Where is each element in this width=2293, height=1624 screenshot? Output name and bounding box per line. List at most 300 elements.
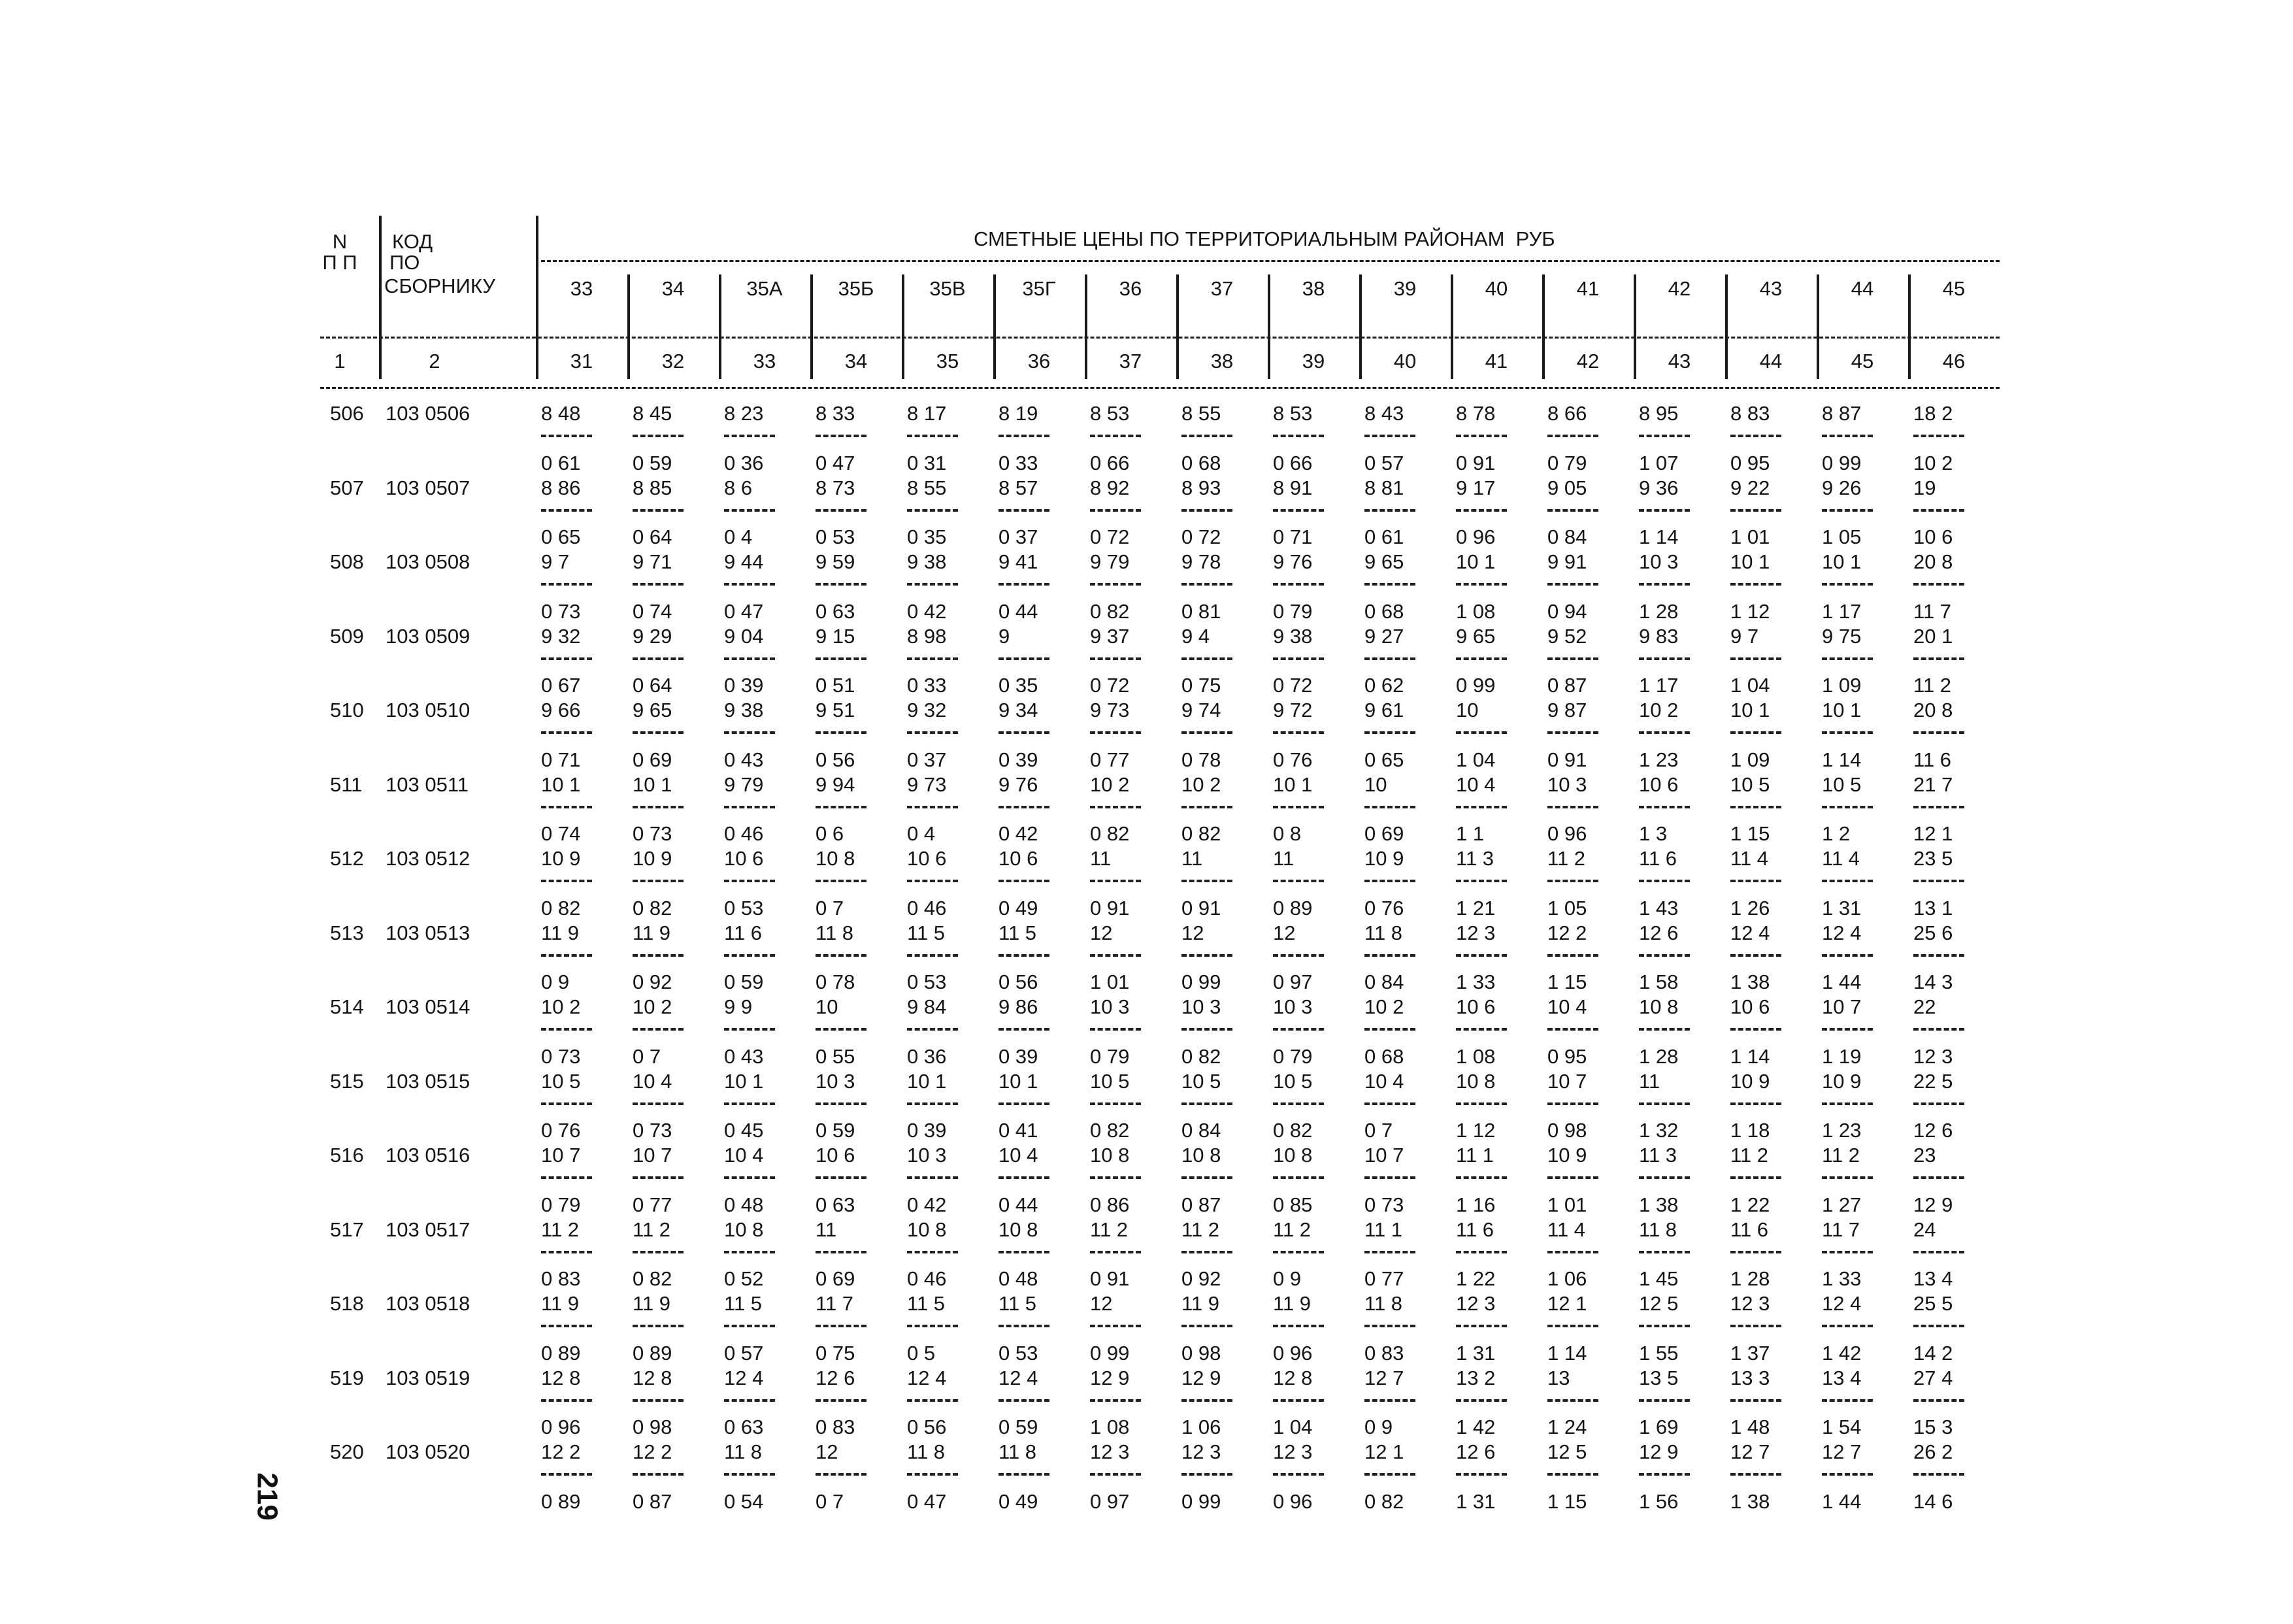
value-top: 11 8 bbox=[998, 1440, 1037, 1463]
fraction-rule bbox=[1913, 954, 1964, 957]
value-top: 13 4 bbox=[1822, 1366, 1862, 1389]
fraction-rule bbox=[1639, 1251, 1690, 1253]
value-top: 9 34 bbox=[998, 699, 1038, 721]
value-top: 11 2 bbox=[1822, 1144, 1860, 1167]
value-bottom: 0 85 bbox=[1273, 1193, 1313, 1216]
fraction-rule bbox=[998, 1102, 1049, 1105]
fraction-rule bbox=[724, 954, 775, 957]
value-bottom: 1 45 bbox=[1639, 1267, 1679, 1290]
fraction-rule bbox=[816, 1102, 866, 1105]
index-cell: 42 bbox=[1576, 350, 1600, 373]
value-top: 21 7 bbox=[1913, 772, 1953, 796]
value-bottom: 0 4 bbox=[907, 822, 936, 845]
fraction-rule bbox=[1639, 1325, 1690, 1327]
row-number: 518 bbox=[330, 1292, 364, 1315]
value-top: 10 1 bbox=[1456, 550, 1496, 573]
value-top: 10 5 bbox=[1822, 772, 1862, 796]
value-bottom: 0 96 bbox=[1273, 1489, 1313, 1513]
value-bottom: 0 59 bbox=[724, 970, 764, 993]
region-header: 40 bbox=[1485, 277, 1508, 300]
fraction-rule bbox=[998, 657, 1049, 660]
value-bottom: 1 38 bbox=[1730, 1489, 1770, 1513]
fraction-rule bbox=[998, 509, 1049, 512]
fraction-rule bbox=[1364, 1251, 1415, 1253]
fraction-rule bbox=[1822, 954, 1873, 957]
fraction-rule bbox=[1456, 435, 1507, 437]
value-top: 10 3 bbox=[1273, 995, 1313, 1018]
value-bottom: 1 58 bbox=[1639, 970, 1679, 993]
value-top: 10 4 bbox=[633, 1069, 672, 1093]
value-top: 9 79 bbox=[1090, 550, 1130, 573]
fraction-rule bbox=[1547, 731, 1598, 734]
value-bottom: 0 78 bbox=[816, 970, 855, 993]
fraction-rule bbox=[1547, 954, 1598, 957]
fraction-rule bbox=[1364, 1028, 1415, 1031]
fraction-rule bbox=[1913, 583, 1964, 586]
fraction-rule bbox=[1364, 1399, 1415, 1402]
fraction-rule bbox=[541, 880, 592, 882]
value-bottom: 0 65 bbox=[1364, 748, 1404, 771]
value-bottom: 1 44 bbox=[1822, 1489, 1862, 1513]
region-header: 38 bbox=[1302, 277, 1325, 300]
value-bottom: 0 53 bbox=[816, 525, 855, 548]
column-rule bbox=[1817, 274, 1819, 379]
value-top: 11 8 bbox=[1364, 1292, 1403, 1315]
fraction-rule bbox=[998, 583, 1049, 586]
index-cell: 36 bbox=[1027, 350, 1051, 373]
fraction-rule bbox=[1456, 657, 1507, 660]
value-top: 11 6 bbox=[724, 921, 763, 944]
value-top: 12 4 bbox=[1730, 921, 1770, 944]
value-top: 10 1 bbox=[907, 1069, 947, 1093]
fraction-rule bbox=[1730, 1325, 1781, 1327]
value-top: 9 59 bbox=[816, 550, 855, 573]
value-top: 11 8 bbox=[724, 1440, 763, 1463]
fraction-rule bbox=[998, 806, 1049, 808]
value-top: 10 6 bbox=[1730, 995, 1770, 1018]
value-top: 8 83 bbox=[1730, 402, 1770, 425]
value-top: 12 2 bbox=[633, 1440, 672, 1463]
column-rule bbox=[1725, 274, 1728, 379]
value-bottom: 0 96 bbox=[541, 1416, 581, 1438]
value-top: 10 3 bbox=[1090, 995, 1130, 1018]
fraction-rule bbox=[1181, 1102, 1232, 1105]
value-bottom: 0 99 bbox=[1181, 1489, 1221, 1513]
fraction-rule bbox=[1364, 1473, 1415, 1476]
fraction-rule bbox=[1090, 657, 1141, 660]
index-cell: 1 bbox=[334, 350, 346, 373]
value-bottom: 1 28 bbox=[1639, 1044, 1679, 1068]
value-top: 12 2 bbox=[541, 1440, 581, 1463]
fraction-rule bbox=[1913, 1176, 1964, 1179]
row-number: 510 bbox=[330, 699, 364, 721]
value-top: 11 5 bbox=[907, 921, 946, 944]
value-bottom: 0 59 bbox=[816, 1119, 855, 1142]
value-bottom: 0 54 bbox=[724, 1489, 764, 1513]
value-top: 10 5 bbox=[1090, 1069, 1130, 1093]
value-bottom: 0 76 bbox=[1364, 896, 1404, 920]
region-header: 35А bbox=[746, 277, 783, 300]
value-bottom: 0 39 bbox=[724, 674, 764, 697]
value-bottom: 1 07 bbox=[1639, 451, 1679, 474]
fraction-rule bbox=[1456, 731, 1507, 734]
value-bottom: 1 38 bbox=[1639, 1193, 1679, 1216]
value-top: 9 72 bbox=[1273, 699, 1313, 721]
fraction-rule bbox=[541, 954, 592, 957]
value-bottom: 0 91 bbox=[1090, 896, 1130, 920]
row-number: 516 bbox=[330, 1144, 364, 1167]
fraction-rule bbox=[1456, 1028, 1507, 1031]
index-cell: 38 bbox=[1210, 350, 1234, 373]
value-top: 10 9 bbox=[1822, 1069, 1862, 1093]
fraction-rule bbox=[1913, 806, 1964, 808]
value-top: 10 8 bbox=[1181, 1144, 1221, 1167]
value-bottom: 0 73 bbox=[633, 1119, 672, 1142]
value-bottom: 1 01 bbox=[1730, 525, 1770, 548]
fraction-rule bbox=[1547, 1325, 1598, 1327]
value-bottom: 1 31 bbox=[1456, 1341, 1496, 1365]
value-bottom: 0 87 bbox=[633, 1489, 672, 1513]
row-code: 103 0514 bbox=[386, 995, 470, 1018]
value-bottom: 0 73 bbox=[541, 1044, 581, 1068]
fraction-rule bbox=[998, 1473, 1049, 1476]
value-top: 10 4 bbox=[1364, 1069, 1404, 1093]
value-top: 11 bbox=[816, 1218, 837, 1241]
value-bottom: 0 62 bbox=[1364, 674, 1404, 697]
value-top: 9 83 bbox=[1639, 624, 1679, 648]
value-bottom: 0 52 bbox=[724, 1267, 764, 1290]
fraction-rule bbox=[816, 731, 866, 734]
value-bottom: 0 98 bbox=[1181, 1341, 1221, 1365]
value-bottom: 0 9 bbox=[541, 970, 570, 993]
row-code: 103 0506 bbox=[386, 402, 470, 425]
value-bottom: 1 33 bbox=[1822, 1267, 1862, 1290]
value-top: 11 7 bbox=[816, 1292, 854, 1315]
fraction-rule bbox=[1090, 1028, 1141, 1031]
fraction-rule bbox=[633, 583, 684, 586]
fraction-rule bbox=[998, 1399, 1049, 1402]
fraction-rule bbox=[1822, 1176, 1873, 1179]
fraction-rule bbox=[1181, 435, 1232, 437]
column-rule bbox=[1908, 274, 1911, 379]
fraction-rule bbox=[816, 1028, 866, 1031]
value-bottom: 0 73 bbox=[1364, 1193, 1404, 1216]
value-top: 12 1 bbox=[1547, 1292, 1587, 1315]
value-bottom: 0 36 bbox=[724, 451, 764, 474]
fraction-rule bbox=[724, 509, 775, 512]
value-bottom: 0 84 bbox=[1364, 970, 1404, 993]
value-top: 9 17 bbox=[1456, 476, 1496, 499]
region-header: 35Г bbox=[1022, 277, 1056, 300]
value-top: 11 9 bbox=[1181, 1292, 1220, 1315]
value-bottom: 0 61 bbox=[1364, 525, 1404, 548]
value-bottom: 1 42 bbox=[1822, 1341, 1862, 1365]
value-bottom: 0 79 bbox=[1547, 451, 1587, 474]
value-bottom: 0 73 bbox=[633, 822, 672, 845]
index-cell: 32 bbox=[661, 350, 685, 373]
value-top: 11 5 bbox=[998, 1292, 1037, 1315]
value-top: 10 6 bbox=[998, 847, 1038, 870]
fraction-rule bbox=[1639, 1399, 1690, 1402]
column-rule bbox=[719, 274, 721, 379]
value-top: 8 55 bbox=[907, 476, 947, 499]
row-code: 103 0515 bbox=[386, 1069, 470, 1093]
value-top: 10 bbox=[816, 995, 838, 1018]
fraction-rule bbox=[1822, 435, 1873, 437]
region-header: 34 bbox=[661, 277, 685, 300]
column-rule bbox=[1634, 274, 1636, 379]
fraction-rule bbox=[1273, 1473, 1324, 1476]
value-bottom: 0 63 bbox=[724, 1416, 764, 1438]
value-top: 19 bbox=[1913, 476, 1936, 499]
fraction-rule bbox=[1456, 1325, 1507, 1327]
fraction-rule bbox=[1273, 1251, 1324, 1253]
value-bottom: 10 6 bbox=[1913, 525, 1953, 548]
value-bottom: 0 39 bbox=[998, 1044, 1038, 1068]
value-top: 11 5 bbox=[998, 921, 1037, 944]
fraction-rule bbox=[633, 731, 684, 734]
value-bottom: 1 08 bbox=[1456, 599, 1496, 623]
value-top: 12 8 bbox=[1273, 1366, 1313, 1389]
fraction-rule bbox=[907, 1473, 958, 1476]
value-top: 10 4 bbox=[1456, 772, 1496, 796]
row-number: 511 bbox=[330, 772, 363, 796]
value-top: 13 5 bbox=[1639, 1366, 1679, 1389]
value-top: 12 3 bbox=[1456, 1292, 1496, 1315]
value-bottom: 0 48 bbox=[998, 1267, 1038, 1290]
fraction-rule bbox=[1273, 657, 1324, 660]
fraction-rule bbox=[1181, 1473, 1232, 1476]
value-bottom: 1 43 bbox=[1639, 896, 1679, 920]
fraction-rule bbox=[1090, 1399, 1141, 1402]
region-header: 44 bbox=[1851, 277, 1874, 300]
value-bottom: 0 68 bbox=[1364, 599, 1404, 623]
value-top: 8 33 bbox=[816, 402, 855, 425]
value-top: 10 3 bbox=[1639, 550, 1679, 573]
value-top: 9 73 bbox=[1090, 699, 1130, 721]
fraction-rule bbox=[1364, 880, 1415, 882]
fraction-rule bbox=[541, 1028, 592, 1031]
region-header: 45 bbox=[1942, 277, 1966, 300]
value-bottom: 0 74 bbox=[541, 822, 581, 845]
row-code: 103 0509 bbox=[386, 624, 470, 648]
fraction-rule bbox=[1456, 583, 1507, 586]
value-top: 10 6 bbox=[1456, 995, 1496, 1018]
value-top: 9 61 bbox=[1364, 699, 1404, 721]
value-bottom: 0 92 bbox=[1181, 1267, 1221, 1290]
fraction-rule bbox=[1090, 954, 1141, 957]
value-top: 11 6 bbox=[1730, 1218, 1769, 1241]
value-bottom: 0 82 bbox=[1090, 599, 1130, 623]
fraction-rule bbox=[1822, 1473, 1873, 1476]
value-top: 9 38 bbox=[1273, 624, 1313, 648]
value-bottom: 11 7 bbox=[1913, 599, 1952, 623]
fraction-rule bbox=[724, 657, 775, 660]
value-top: 26 2 bbox=[1913, 1440, 1953, 1463]
fraction-rule bbox=[1456, 509, 1507, 512]
value-bottom: 1 1 bbox=[1456, 822, 1485, 845]
value-top: 11 bbox=[1181, 847, 1203, 870]
value-top: 8 19 bbox=[998, 402, 1038, 425]
fraction-rule bbox=[1181, 1028, 1232, 1031]
value-bottom: 0 84 bbox=[1181, 1119, 1221, 1142]
value-bottom: 1 18 bbox=[1730, 1119, 1770, 1142]
fraction-rule bbox=[1547, 1473, 1598, 1476]
value-top: 10 2 bbox=[1181, 772, 1221, 796]
value-bottom: 11 2 bbox=[1913, 674, 1952, 697]
value-top: 8 93 bbox=[1181, 476, 1221, 499]
fraction-rule bbox=[1181, 731, 1232, 734]
fraction-rule bbox=[724, 1473, 775, 1476]
index-cell: 2 bbox=[429, 350, 440, 373]
value-top: 9 9 bbox=[724, 995, 753, 1018]
value-top: 11 9 bbox=[541, 921, 580, 944]
value-top: 9 71 bbox=[633, 550, 672, 573]
value-bottom: 12 3 bbox=[1913, 1044, 1953, 1068]
header-title-underline bbox=[541, 260, 2000, 262]
fraction-rule bbox=[1913, 1028, 1964, 1031]
fraction-rule bbox=[907, 954, 958, 957]
value-bottom: 1 26 bbox=[1730, 896, 1770, 920]
fraction-rule bbox=[1364, 954, 1415, 957]
value-bottom: 1 09 bbox=[1730, 748, 1770, 771]
value-bottom: 0 75 bbox=[816, 1341, 855, 1365]
value-top: 9 22 bbox=[1730, 476, 1770, 499]
value-bottom: 1 01 bbox=[1090, 970, 1130, 993]
value-top: 8 98 bbox=[907, 624, 947, 648]
value-top: 12 7 bbox=[1822, 1440, 1862, 1463]
fraction-rule bbox=[541, 509, 592, 512]
value-top: 13 bbox=[1547, 1366, 1570, 1389]
fraction-rule bbox=[1913, 1251, 1964, 1253]
fraction-rule bbox=[1181, 806, 1232, 808]
value-bottom: 0 47 bbox=[816, 451, 855, 474]
value-top: 12 9 bbox=[1090, 1366, 1130, 1389]
value-top: 23 bbox=[1913, 1144, 1936, 1167]
value-top: 8 57 bbox=[998, 476, 1038, 499]
column-rule bbox=[1268, 274, 1270, 379]
value-bottom: 0 56 bbox=[907, 1416, 947, 1438]
value-bottom: 0 74 bbox=[633, 599, 672, 623]
value-bottom: 0 42 bbox=[998, 822, 1038, 845]
fraction-rule bbox=[1547, 880, 1598, 882]
value-top: 10 3 bbox=[1181, 995, 1221, 1018]
value-bottom: 1 17 bbox=[1639, 674, 1679, 697]
value-top: 23 5 bbox=[1913, 847, 1953, 870]
value-top: 10 8 bbox=[1639, 995, 1679, 1018]
value-top: 12 3 bbox=[1730, 1292, 1770, 1315]
value-top: 12 4 bbox=[1822, 1292, 1862, 1315]
value-top: 11 1 bbox=[1364, 1218, 1403, 1241]
value-bottom: 0 53 bbox=[907, 970, 947, 993]
row-code: 103 0510 bbox=[386, 699, 470, 721]
value-bottom: 1 27 bbox=[1822, 1193, 1862, 1216]
value-bottom: 1 21 bbox=[1456, 896, 1496, 920]
fraction-rule bbox=[633, 1176, 684, 1179]
value-bottom: 0 46 bbox=[724, 822, 764, 845]
fraction-rule bbox=[1364, 1102, 1415, 1105]
column-rule bbox=[993, 274, 996, 379]
fraction-rule bbox=[724, 806, 775, 808]
fraction-rule bbox=[998, 954, 1049, 957]
fraction-rule bbox=[1639, 731, 1690, 734]
value-top: 11 4 bbox=[1730, 847, 1769, 870]
fraction-rule bbox=[724, 1399, 775, 1402]
value-top: 11 3 bbox=[1639, 1144, 1677, 1167]
value-bottom: 1 31 bbox=[1456, 1489, 1496, 1513]
fraction-rule bbox=[633, 1028, 684, 1031]
value-bottom: 0 91 bbox=[1181, 896, 1221, 920]
value-bottom: 1 42 bbox=[1456, 1416, 1496, 1438]
value-top: 11 5 bbox=[724, 1292, 763, 1315]
value-top: 12 3 bbox=[1090, 1440, 1130, 1463]
value-bottom: 1 23 bbox=[1822, 1119, 1862, 1142]
value-bottom: 0 68 bbox=[1181, 451, 1221, 474]
value-top: 10 5 bbox=[1730, 772, 1770, 796]
value-bottom: 13 4 bbox=[1913, 1267, 1953, 1290]
fraction-rule bbox=[998, 1176, 1049, 1179]
fraction-rule bbox=[1822, 806, 1873, 808]
value-bottom: 1 19 bbox=[1822, 1044, 1862, 1068]
value-bottom: 0 99 bbox=[1822, 451, 1862, 474]
value-bottom: 0 99 bbox=[1181, 970, 1221, 993]
value-top: 11 6 bbox=[1456, 1218, 1494, 1241]
value-top: 8 78 bbox=[1456, 402, 1496, 425]
fraction-rule bbox=[1090, 1473, 1141, 1476]
value-top: 11 4 bbox=[1822, 847, 1860, 870]
value-top: 10 3 bbox=[1547, 772, 1587, 796]
value-top: 9 74 bbox=[1181, 699, 1221, 721]
fraction-rule bbox=[1639, 509, 1690, 512]
value-bottom: 0 89 bbox=[541, 1489, 581, 1513]
value-top: 12 4 bbox=[1822, 921, 1862, 944]
value-bottom: 0 86 bbox=[1090, 1193, 1130, 1216]
value-top: 11 8 bbox=[1364, 921, 1403, 944]
row-code: 103 0520 bbox=[386, 1440, 470, 1463]
value-bottom: 0 9 bbox=[1364, 1416, 1393, 1438]
header-separator bbox=[320, 337, 2000, 339]
value-bottom: 1 14 bbox=[1547, 1341, 1587, 1365]
value-bottom: 0 49 bbox=[998, 896, 1038, 920]
value-top: 9 91 bbox=[1547, 550, 1587, 573]
value-bottom: 12 1 bbox=[1913, 822, 1953, 845]
row-number: 520 bbox=[330, 1440, 364, 1463]
value-top: 10 2 bbox=[633, 995, 672, 1018]
value-top: 25 5 bbox=[1913, 1292, 1953, 1315]
value-top: 9 29 bbox=[633, 624, 672, 648]
fraction-rule bbox=[1090, 880, 1141, 882]
fraction-rule bbox=[1456, 1102, 1507, 1105]
value-top: 8 86 bbox=[541, 476, 581, 499]
value-top: 11 9 bbox=[1273, 1292, 1311, 1315]
value-top: 10 9 bbox=[541, 847, 581, 870]
fraction-rule bbox=[1547, 1102, 1598, 1105]
fraction-rule bbox=[998, 435, 1049, 437]
value-top: 8 73 bbox=[816, 476, 855, 499]
value-bottom: 0 43 bbox=[724, 1044, 764, 1068]
value-bottom: 0 76 bbox=[1273, 748, 1313, 771]
region-header: 35Б bbox=[838, 277, 874, 300]
value-bottom: 0 7 bbox=[816, 896, 844, 920]
row-number: 508 bbox=[330, 550, 364, 573]
value-top: 12 bbox=[1090, 921, 1113, 944]
value-bottom: 0 81 bbox=[1181, 599, 1221, 623]
value-top: 8 48 bbox=[541, 402, 581, 425]
fraction-rule bbox=[907, 1102, 958, 1105]
value-top: 9 52 bbox=[1547, 624, 1587, 648]
fraction-rule bbox=[998, 1251, 1049, 1253]
fraction-rule bbox=[1364, 1325, 1415, 1327]
